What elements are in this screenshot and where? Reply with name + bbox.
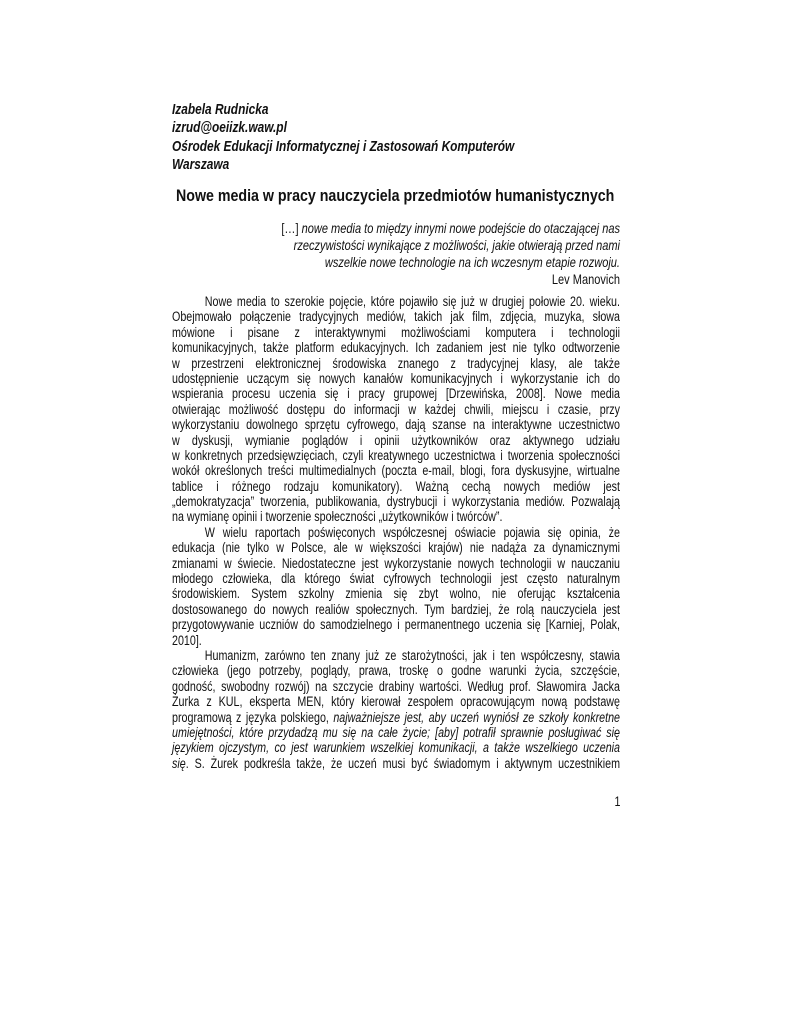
title-container bbox=[0, 186, 791, 206]
text-line: wykorzystaniu dowolnego sprzętu cyfrowego, dają szanse na interaktywne uczestnictwo bbox=[172, 417, 620, 433]
epigraph-line bbox=[268, 254, 620, 271]
quote-run: umiejętności, które przydadzą mu się na całe życie; [aby] potrafił sprawnie posługiwać się bbox=[172, 724, 620, 740]
text-line: w dyskusji, wymianie poglądów i opinii użytkowników oraz aktywnego udziału bbox=[172, 432, 620, 448]
epigraph bbox=[268, 220, 620, 288]
text-line: otwierając możliwość dostępu do informacji w każdej chwili, miejscu i czasie, przy bbox=[172, 401, 620, 417]
text-line: młodego człowieka, dla którego świat cyfrowych technologii jest często naturalnym bbox=[172, 571, 620, 587]
text-line: tablice i różnego rodzaju komunikatory). Ważną cechą nowych mediów jest bbox=[172, 478, 620, 494]
quote-run: najważniejsze jest, aby uczeń wyniósł ze szkoły konkretne bbox=[333, 709, 620, 725]
text-line: przygotowywanie uczniów do samodzielnego i permanentnego uczenia się [Karniej, Polak, bbox=[172, 617, 620, 633]
text-line: w przestrzeni elektronicznej środowiska znanego z tradycyjnej klasy, ale także bbox=[172, 355, 620, 371]
text-line: Żurka z KUL, eksperta MEN, który kierował zespołem opracowującym nową podstawę bbox=[172, 694, 620, 710]
author-institution: Ośrodek Edukacji Informatycznej i Zastosowań Komputerów bbox=[172, 138, 515, 155]
author-block bbox=[172, 101, 514, 174]
text-line: udostępnienie uczącym się nowych kanałów komunikacyjnych i wykorzystanie ich do bbox=[172, 370, 620, 386]
text-line: 2010]. bbox=[172, 632, 202, 648]
author-name: Izabela Rudnicka bbox=[172, 102, 269, 118]
text-line: na wymianę opinii i tworzenie społeczności „użytkowników i twórców”. bbox=[172, 509, 503, 525]
quote-run: się bbox=[172, 755, 186, 771]
text-line: wokół określonych treści multimedialnych (poczta e-mail, blogi, fora dyskusyjne, wirtualne bbox=[172, 463, 620, 479]
text-line: dostosowanego do nowych realiów społecznych. Tym bardziej, że rolą nauczyciela jest bbox=[172, 601, 620, 617]
text-run: . S. Żurek podkreśla także, że uczeń musi być świadomym i aktywnym uczestnikiem bbox=[185, 755, 620, 771]
text-run: programową z języka polskiego, bbox=[172, 709, 334, 725]
text-line: Obejmowało połączenie tradycyjnych mediów, takich jak film, zdjęcia, muzyka, słowa bbox=[172, 309, 620, 325]
paragraph bbox=[172, 294, 620, 525]
text-line: w konkretnych przedsięwzięciach, czyli kreatywnego uczestnictwa i tworzenia społeczności bbox=[172, 447, 620, 463]
epigraph-attribution: Lev Manovich bbox=[551, 271, 620, 287]
epigraph-line bbox=[268, 220, 620, 237]
text-line: wspierania procesu uczenia się i pracy grupowej [Drzewińska, 2008]. Nowe media bbox=[172, 386, 620, 402]
quote-run: językiem ojczystym, co jest warunkiem wszelkiej komunikacji, a także wszelkiego uczenia bbox=[172, 740, 620, 756]
author-email: izrud@oeiizk.waw.pl bbox=[172, 120, 287, 137]
paragraph bbox=[172, 648, 620, 771]
text-line: „demokratyzacja” tworzenia, publikowania, dystrybucji i wykorzystania mediów. Pozwalają bbox=[172, 494, 620, 510]
text-line bbox=[172, 756, 620, 771]
text-line: komunikacyjnych, także platform edukacyjnych. Ich zadaniem jest nie tylko odtworzenie bbox=[172, 340, 620, 356]
epigraph-line bbox=[268, 237, 620, 254]
text-line: edukacja (nie tylko w Polsce, ale w większości krajów) nie nadąża za dynamicznymi bbox=[172, 540, 620, 556]
text-line: człowieka (jego potrzeby, poglądy, prawa, troskę o godne warunki życia, szczęście, bbox=[172, 663, 620, 679]
page-number: 1 bbox=[614, 794, 620, 809]
body-text bbox=[172, 294, 620, 771]
text-line bbox=[172, 740, 620, 755]
text-line: godność, swobodny rozwój) na szczycie drabiny wartości. Według prof. Sławomira Jacka bbox=[172, 678, 620, 694]
text-line bbox=[172, 725, 620, 740]
text-line bbox=[172, 710, 620, 725]
text-line: W wielu raportach poświęconych współczesnej oświacie pojawia się opinia, że bbox=[204, 524, 621, 540]
epigraph-quote: wszelkie nowe technologie na ich wczesnym etapie rozwoju. bbox=[324, 254, 620, 270]
epigraph-quote: nowe media to między innymi nowe podejście do otaczającej nas bbox=[301, 220, 620, 236]
page-title: Nowe media w pracy nauczyciela przedmiotów humanistycznych bbox=[176, 186, 615, 205]
text-line: Nowe media to szerokie pojęcie, które pojawiło się już w drugiej połowie 20. wieku. bbox=[204, 294, 621, 309]
author-city: Warszawa bbox=[172, 156, 230, 173]
text-line: środowiskiem. System szkolny zmienia się zbyt wolno, nie oferując kształcenia bbox=[172, 586, 620, 602]
epigraph-ellipsis: […] bbox=[281, 220, 302, 236]
text-line: zmianami w świecie. Niedostateczne jest wykorzystanie nowych technologii w nauczaniu bbox=[172, 555, 620, 571]
epigraph-quote: rzeczywistości wynikające z możliwości, jakie otwierają przed nami bbox=[293, 237, 620, 253]
text-line: Humanizm, zarówno ten znany już ze starożytności, jak i ten współczesny, stawia bbox=[204, 647, 621, 663]
text-line: mówione i pisane z interaktywnymi możliwościami komputera i technologii bbox=[172, 324, 620, 340]
paragraph bbox=[172, 525, 620, 648]
